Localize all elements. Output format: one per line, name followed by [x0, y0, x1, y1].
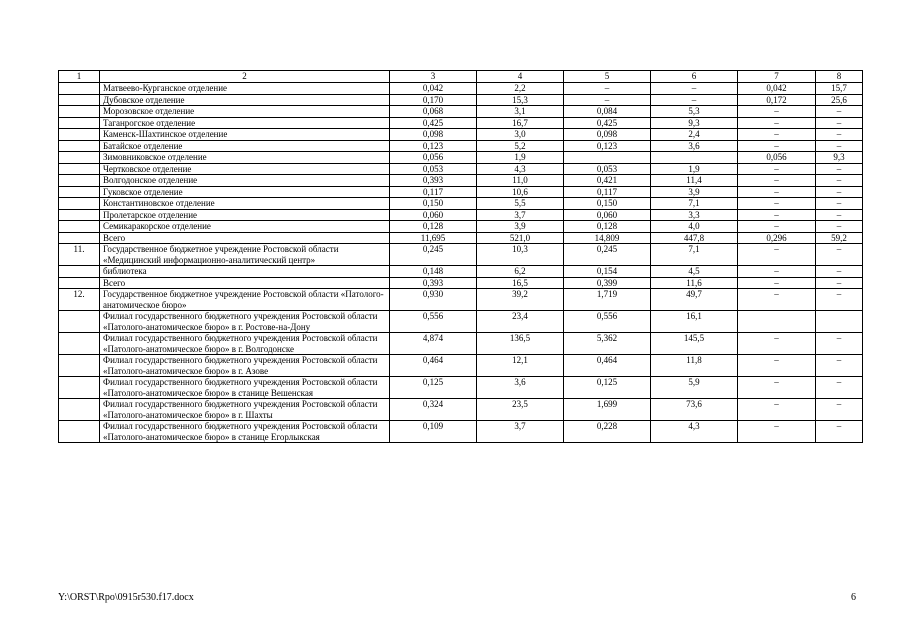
row-number-cell [59, 311, 100, 333]
value-cell: 3,6 [651, 140, 738, 152]
value-cell: 3,1 [477, 106, 564, 118]
table-row [59, 266, 863, 278]
table-row [59, 175, 863, 187]
value-cell: – [816, 117, 863, 129]
value-cell: – [738, 209, 816, 221]
value-cell: 6,2 [477, 266, 564, 278]
row-number-cell [59, 277, 100, 289]
row-number-cell [59, 186, 100, 198]
row-number-cell [59, 152, 100, 164]
value-cell: – [738, 129, 816, 141]
table-row [59, 421, 863, 443]
value-cell: – [816, 140, 863, 152]
value-cell: 0,228 [564, 421, 651, 443]
row-number-cell [59, 140, 100, 152]
value-cell: 3,9 [651, 186, 738, 198]
value-cell: 0,056 [390, 152, 477, 164]
row-number-cell [59, 175, 100, 187]
value-cell: – [738, 277, 816, 289]
row-number-cell [59, 94, 100, 106]
value-cell: 0,324 [390, 399, 477, 421]
header-cell: 7 [738, 71, 816, 83]
document-path: Y:\ORST\Rpo\0915r530.f17.docx [58, 592, 194, 603]
value-cell: 0,042 [390, 83, 477, 95]
row-name-cell: Таганрогское отделение [100, 117, 390, 129]
row-name-cell: Филиал государственного бюджетного учреждения Ростовской области «Патолого-анатомическое бюро» в станице Вешенская [100, 377, 390, 399]
value-cell: 1,9 [477, 152, 564, 164]
value-cell: 0,068 [390, 106, 477, 118]
value-cell: – [738, 244, 816, 266]
row-number-cell [59, 129, 100, 141]
row-number-cell [59, 198, 100, 210]
row-number-cell [59, 232, 100, 244]
table-row [59, 140, 863, 152]
value-cell: – [738, 186, 816, 198]
table-row [59, 209, 863, 221]
value-cell: – [816, 186, 863, 198]
row-name-cell: Чертковское отделение [100, 163, 390, 175]
value-cell: 5,5 [477, 198, 564, 210]
value-cell: 2,4 [651, 129, 738, 141]
row-name-cell: Филиал государственного бюджетного учреждения Ростовской области «Патолого-анатомическое бюро» в г. Шахты [100, 399, 390, 421]
value-cell: 0,060 [390, 209, 477, 221]
value-cell: 3,0 [477, 129, 564, 141]
value-cell: – [816, 377, 863, 399]
value-cell: 0,296 [738, 232, 816, 244]
value-cell: – [816, 221, 863, 233]
value-cell: 59,2 [816, 232, 863, 244]
value-cell [738, 311, 816, 333]
value-cell: 0,930 [390, 289, 477, 311]
value-cell: 0,060 [564, 209, 651, 221]
table-row [59, 355, 863, 377]
value-cell: 7,1 [651, 244, 738, 266]
row-number-cell [59, 377, 100, 399]
row-number-cell [59, 209, 100, 221]
value-cell: – [738, 377, 816, 399]
value-cell: 521,0 [477, 232, 564, 244]
value-cell: 0,098 [390, 129, 477, 141]
table-row [59, 117, 863, 129]
value-cell: 3,6 [477, 377, 564, 399]
row-name-cell: Зимовниковское отделение [100, 152, 390, 164]
table-row [59, 244, 863, 266]
value-cell: – [738, 333, 816, 355]
value-cell: 0,123 [390, 140, 477, 152]
value-cell: 0,556 [390, 311, 477, 333]
table-row [59, 186, 863, 198]
value-cell: 0,042 [738, 83, 816, 95]
value-cell: 0,125 [390, 377, 477, 399]
value-cell: 16,7 [477, 117, 564, 129]
row-name-cell: Константиновское отделение [100, 198, 390, 210]
value-cell: 447,8 [651, 232, 738, 244]
value-cell: 3,3 [651, 209, 738, 221]
value-cell: 0,245 [390, 244, 477, 266]
value-cell: 11,695 [390, 232, 477, 244]
value-cell: 0,425 [390, 117, 477, 129]
value-cell: 0,056 [738, 152, 816, 164]
row-name-cell: Каменск-Шахтинское отделение [100, 129, 390, 141]
value-cell [564, 152, 651, 164]
value-cell: 0,154 [564, 266, 651, 278]
row-number-cell [59, 399, 100, 421]
value-cell: 0,053 [390, 163, 477, 175]
header-cell: 2 [100, 71, 390, 83]
value-cell: – [738, 175, 816, 187]
value-cell: – [816, 333, 863, 355]
header-cell: 5 [564, 71, 651, 83]
value-cell: 5,3 [651, 106, 738, 118]
table-row [59, 163, 863, 175]
value-cell: 39,2 [477, 289, 564, 311]
value-cell: – [816, 421, 863, 443]
value-cell: 5,9 [651, 377, 738, 399]
row-name-cell: Государственное бюджетное учреждение Ростовской области «Патолого-анатомическое бюро» [100, 289, 390, 311]
value-cell: – [816, 209, 863, 221]
value-cell: 4,0 [651, 221, 738, 233]
row-number-cell: 12. [59, 289, 100, 311]
value-cell: 1,719 [564, 289, 651, 311]
row-number-cell: 11. [59, 244, 100, 266]
value-cell: – [738, 355, 816, 377]
row-name-cell: Филиал государственного бюджетного учреждения Ростовской области «Патолого-анатомическое бюро» в г. Ростове-на-Дону [100, 311, 390, 333]
row-name-cell: Всего [100, 232, 390, 244]
value-cell: – [738, 140, 816, 152]
value-cell: 1,699 [564, 399, 651, 421]
table-row [59, 152, 863, 164]
value-cell: 16,1 [651, 311, 738, 333]
value-cell: 49,7 [651, 289, 738, 311]
value-cell: – [816, 163, 863, 175]
value-cell: 0,109 [390, 421, 477, 443]
value-cell: – [816, 355, 863, 377]
value-cell: 11,0 [477, 175, 564, 187]
value-cell: 136,5 [477, 333, 564, 355]
value-cell: 11,4 [651, 175, 738, 187]
header-cell: 3 [390, 71, 477, 83]
value-cell [651, 152, 738, 164]
value-cell: – [651, 94, 738, 106]
value-cell: 0,170 [390, 94, 477, 106]
value-cell: – [564, 83, 651, 95]
row-name-cell: Семикаракорское отделение [100, 221, 390, 233]
row-name-cell: Матвеево-Курганское отделение [100, 83, 390, 95]
value-cell: 0,393 [390, 175, 477, 187]
data-table [58, 70, 863, 443]
value-cell [816, 311, 863, 333]
value-cell: 73,6 [651, 399, 738, 421]
value-cell: 5,2 [477, 140, 564, 152]
value-cell: – [816, 244, 863, 266]
value-cell: 0,148 [390, 266, 477, 278]
value-cell: – [738, 117, 816, 129]
value-cell: 0,084 [564, 106, 651, 118]
table-row [59, 289, 863, 311]
table-row [59, 277, 863, 289]
value-cell: 4,874 [390, 333, 477, 355]
row-number-cell [59, 355, 100, 377]
value-cell: 9,3 [651, 117, 738, 129]
value-cell: 23,5 [477, 399, 564, 421]
value-cell: 0,098 [564, 129, 651, 141]
row-name-cell: Государственное бюджетное учреждение Ростовской области «Медицинский информационно-аналитический центр» [100, 244, 390, 266]
value-cell: 15,3 [477, 94, 564, 106]
value-cell: – [738, 106, 816, 118]
table-row [59, 129, 863, 141]
value-cell: 0,425 [564, 117, 651, 129]
value-cell: 10,3 [477, 244, 564, 266]
table-row [59, 221, 863, 233]
value-cell: 5,362 [564, 333, 651, 355]
table-row [59, 399, 863, 421]
value-cell: 4,3 [651, 421, 738, 443]
row-number-cell [59, 106, 100, 118]
value-cell: – [564, 94, 651, 106]
value-cell: 0,172 [738, 94, 816, 106]
value-cell: – [738, 399, 816, 421]
row-name-cell: Волгодонское отделение [100, 175, 390, 187]
value-cell: 15,7 [816, 83, 863, 95]
value-cell: – [816, 266, 863, 278]
value-cell: – [816, 106, 863, 118]
value-cell: 9,3 [816, 152, 863, 164]
value-cell: – [816, 175, 863, 187]
value-cell: 0,123 [564, 140, 651, 152]
value-cell: 3,7 [477, 421, 564, 443]
row-name-cell: Филиал государственного бюджетного учреждения Ростовской области «Патолого-анатомическое бюро» в станице Егорлыкская [100, 421, 390, 443]
value-cell: 23,4 [477, 311, 564, 333]
table-row [59, 377, 863, 399]
value-cell: 14,809 [564, 232, 651, 244]
table-row [59, 198, 863, 210]
value-cell: 0,464 [564, 355, 651, 377]
value-cell: 0,128 [564, 221, 651, 233]
value-cell: – [738, 289, 816, 311]
row-name-cell: Морозовское отделение [100, 106, 390, 118]
table-row [59, 94, 863, 106]
value-cell: 0,150 [390, 198, 477, 210]
header-cell: 8 [816, 71, 863, 83]
value-cell: 7,1 [651, 198, 738, 210]
value-cell: 145,5 [651, 333, 738, 355]
value-cell: – [738, 266, 816, 278]
row-number-cell [59, 83, 100, 95]
value-cell: 0,245 [564, 244, 651, 266]
row-name-cell: Дубовское отделение [100, 94, 390, 106]
value-cell: 0,464 [390, 355, 477, 377]
header-cell: 6 [651, 71, 738, 83]
row-number-cell [59, 266, 100, 278]
value-cell: 0,117 [390, 186, 477, 198]
value-cell: – [738, 163, 816, 175]
value-cell: 3,9 [477, 221, 564, 233]
table-header-row [59, 71, 863, 83]
table-row [59, 106, 863, 118]
value-cell: 11,6 [651, 277, 738, 289]
row-name-cell: Всего [100, 277, 390, 289]
row-name-cell: Филиал государственного бюджетного учреждения Ростовской области «Патолого-анатомическое бюро» в г. Волгодонске [100, 333, 390, 355]
value-cell: 2,2 [477, 83, 564, 95]
value-cell: – [816, 198, 863, 210]
value-cell: 0,393 [390, 277, 477, 289]
value-cell: – [816, 277, 863, 289]
header-cell: 4 [477, 71, 564, 83]
value-cell: 0,117 [564, 186, 651, 198]
value-cell: – [816, 399, 863, 421]
value-cell: 0,421 [564, 175, 651, 187]
page-number: 6 [851, 592, 856, 603]
row-name-cell: Батайское отделение [100, 140, 390, 152]
value-cell: 4,3 [477, 163, 564, 175]
row-number-cell [59, 221, 100, 233]
value-cell: 16,5 [477, 277, 564, 289]
value-cell: 0,128 [390, 221, 477, 233]
value-cell: – [816, 129, 863, 141]
value-cell: – [738, 421, 816, 443]
value-cell: 4,5 [651, 266, 738, 278]
value-cell: 0,150 [564, 198, 651, 210]
row-number-cell [59, 163, 100, 175]
table-row [59, 232, 863, 244]
header-cell: 1 [59, 71, 100, 83]
value-cell: – [738, 198, 816, 210]
value-cell: 0,125 [564, 377, 651, 399]
value-cell: 0,399 [564, 277, 651, 289]
table-row [59, 333, 863, 355]
row-name-cell: Филиал государственного бюджетного учреждения Ростовской области «Патолого-анатомическое бюро» в г. Азове [100, 355, 390, 377]
value-cell: 1,9 [651, 163, 738, 175]
row-name-cell: библиотека [100, 266, 390, 278]
table-row [59, 83, 863, 95]
value-cell: 11,8 [651, 355, 738, 377]
row-name-cell: Пролетарское отделение [100, 209, 390, 221]
value-cell: 0,556 [564, 311, 651, 333]
value-cell: – [816, 289, 863, 311]
value-cell: 10,6 [477, 186, 564, 198]
value-cell: 12,1 [477, 355, 564, 377]
table-row [59, 311, 863, 333]
row-name-cell: Гуковское отделение [100, 186, 390, 198]
value-cell: 0,053 [564, 163, 651, 175]
row-number-cell [59, 333, 100, 355]
value-cell: 25,6 [816, 94, 863, 106]
value-cell: 3,7 [477, 209, 564, 221]
value-cell: – [738, 221, 816, 233]
row-number-cell [59, 421, 100, 443]
value-cell: – [651, 83, 738, 95]
row-number-cell [59, 117, 100, 129]
